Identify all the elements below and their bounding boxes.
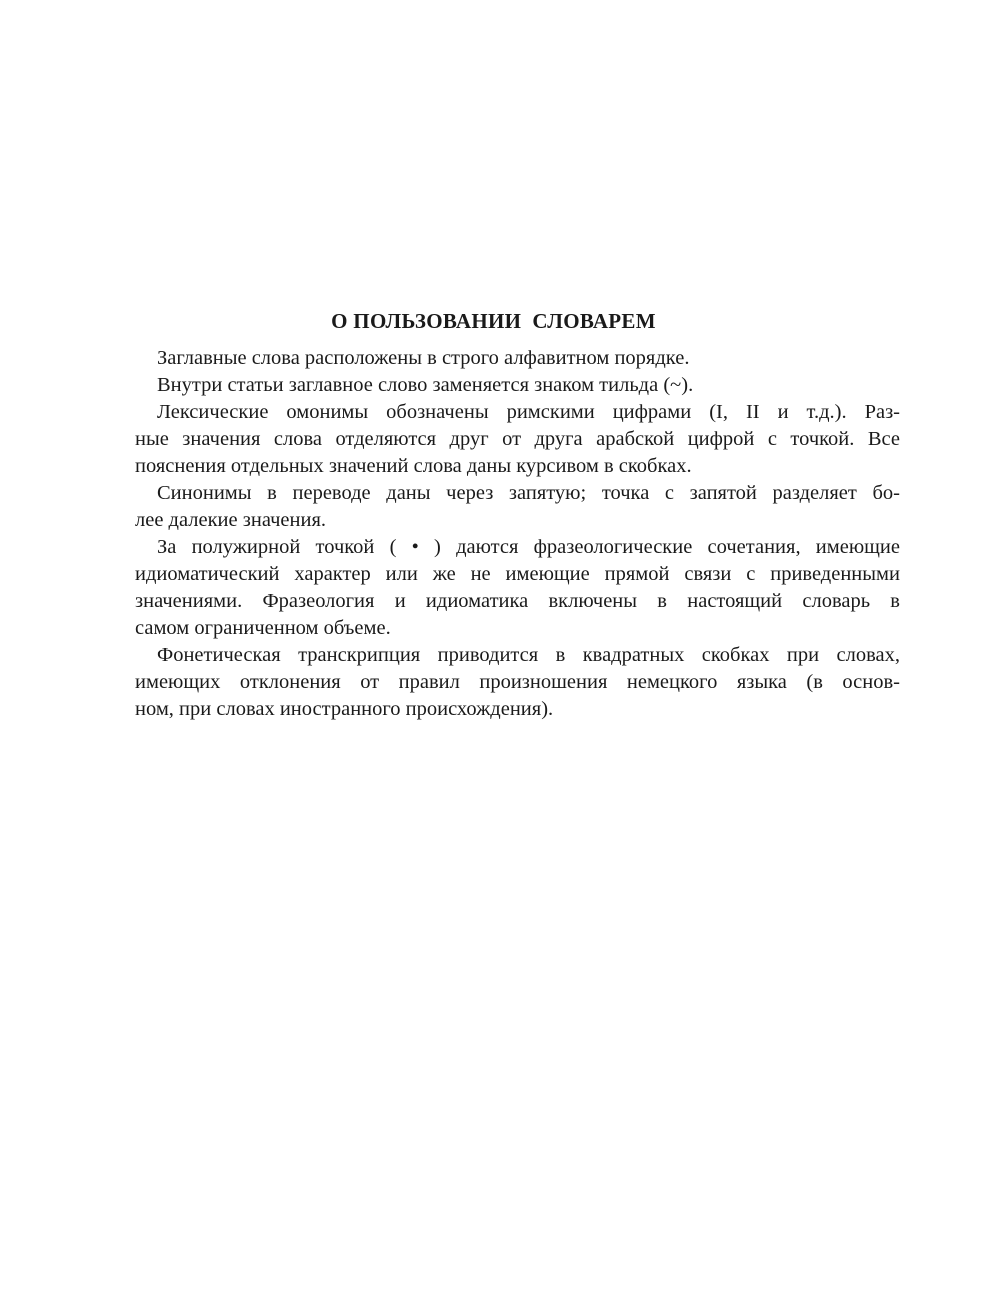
text-line: Лексические омонимы обозначены римскими цифрами (I, II и т.д.). Раз- xyxy=(157,401,900,423)
paragraph-homonyms xyxy=(135,399,900,480)
paragraph-synonyms xyxy=(135,480,900,534)
document-body xyxy=(135,345,900,723)
text-line: ные значения слова отделяются друг от друга арабской цифрой с точкой. Все xyxy=(135,428,900,450)
text-line: пояснения отдельных значений слова даны курсивом в скобках. xyxy=(135,455,692,477)
page-title: О ПОЛЬЗОВАНИИ СЛОВАРЕМ xyxy=(331,309,656,333)
text-line: Фонетическая транскрипция приводится в квадратных скобках при словах, xyxy=(157,644,900,666)
text-line: лее далекие значения. xyxy=(135,509,326,531)
text-line: имеющих отклонения от правил произношения немецкого языка (в основ- xyxy=(135,671,900,693)
paragraph-alphabetical-order xyxy=(135,345,900,372)
text-line: ном, при словах иностранного происхождения). xyxy=(135,698,554,720)
paragraph-transcription xyxy=(135,642,900,723)
text-line: Заглавные слова расположены в строго алфавитном порядке. xyxy=(157,347,690,369)
text-line: самом ограниченном объеме. xyxy=(135,617,391,639)
text-line: За полужирной точкой ( • ) даются фразеологические сочетания, имеющие xyxy=(157,536,900,558)
paragraph-phraseology xyxy=(135,534,900,642)
text-line: идиоматический характер или же не имеющие прямой связи с приведенными xyxy=(135,563,900,585)
text-line: значениями. Фразеология и идиоматика включены в настоящий словарь в xyxy=(135,590,900,612)
paragraph-tilde xyxy=(135,372,900,399)
text-line: Синонимы в переводе даны через запятую; точка с запятой разделяет бо- xyxy=(157,482,900,504)
text-line: Внутри статьи заглавное слово заменяется знаком тильда (~). xyxy=(157,374,694,396)
